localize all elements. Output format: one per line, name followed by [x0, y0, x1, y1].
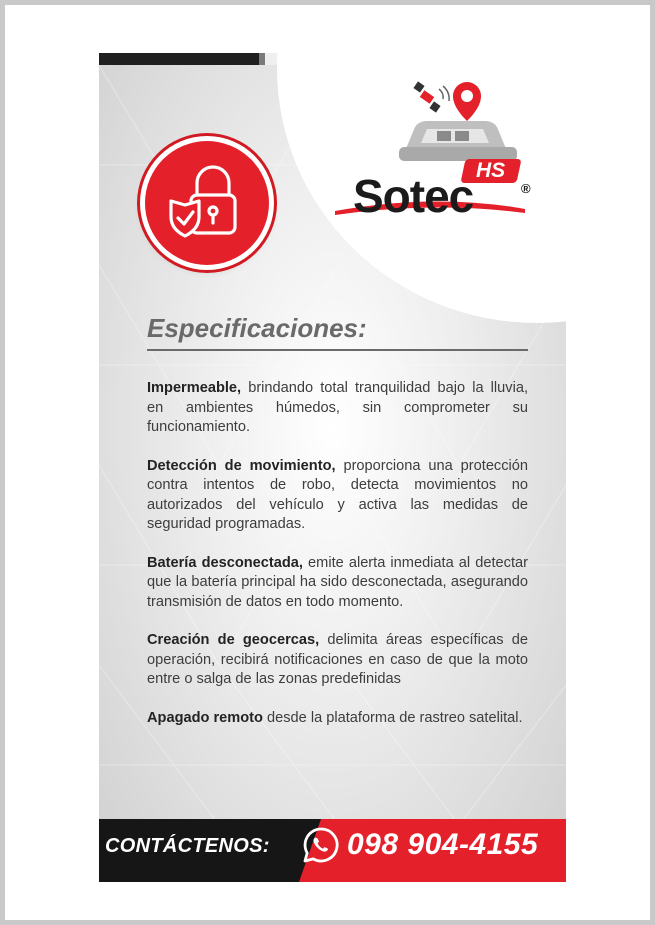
- whatsapp-icon[interactable]: [302, 826, 340, 864]
- spec-item: Detección de movimiento, proporciona una protección contra intentos de robo, detecta movimientos no autorizados del vehículo y activa las medidas de seguridad programadas.: [147, 457, 529, 532]
- spec-item: Apagado remoto desde la plataforma de rastreo satelital.: [147, 709, 523, 726]
- map-pin-icon: [453, 82, 481, 121]
- spec-card: [99, 53, 566, 882]
- spec-item: Impermeable, brindando total tranquilidad bajo la lluvia, en ambientes húmedos, sin comprometer su funcionamiento.: [147, 380, 528, 435]
- padlock-shield-icon: [145, 141, 269, 265]
- security-badge: [145, 141, 269, 265]
- spec-item: Batería desconectada, emite alerta inmediata al detectar que la batería principal ha sido desconectada, asegurando transmisión de datos en todo momento.: [147, 554, 528, 610]
- phone-number[interactable]: 098 904-4155: [347, 828, 539, 861]
- specifications-list: [147, 379, 528, 747]
- sotec-logo: [335, 81, 535, 222]
- contact-label: CONTÁCTENOS:: [105, 835, 270, 857]
- registered-mark: ®: [521, 181, 531, 196]
- page-frame: [5, 5, 650, 920]
- satellite-icon: [413, 81, 449, 112]
- logo-wordmark: Sotec: [353, 170, 474, 222]
- logo-hs-badge: HS: [460, 159, 521, 183]
- spec-item: Creación de geocercas, delimita áreas específicas de operación, recibirá notificaciones en caso de que la moto entre o salga de las zonas predefinidas: [147, 632, 528, 687]
- top-bar-dark: [99, 53, 259, 65]
- heading-divider: [147, 349, 528, 351]
- specifications-heading: Especificaciones:: [147, 313, 367, 343]
